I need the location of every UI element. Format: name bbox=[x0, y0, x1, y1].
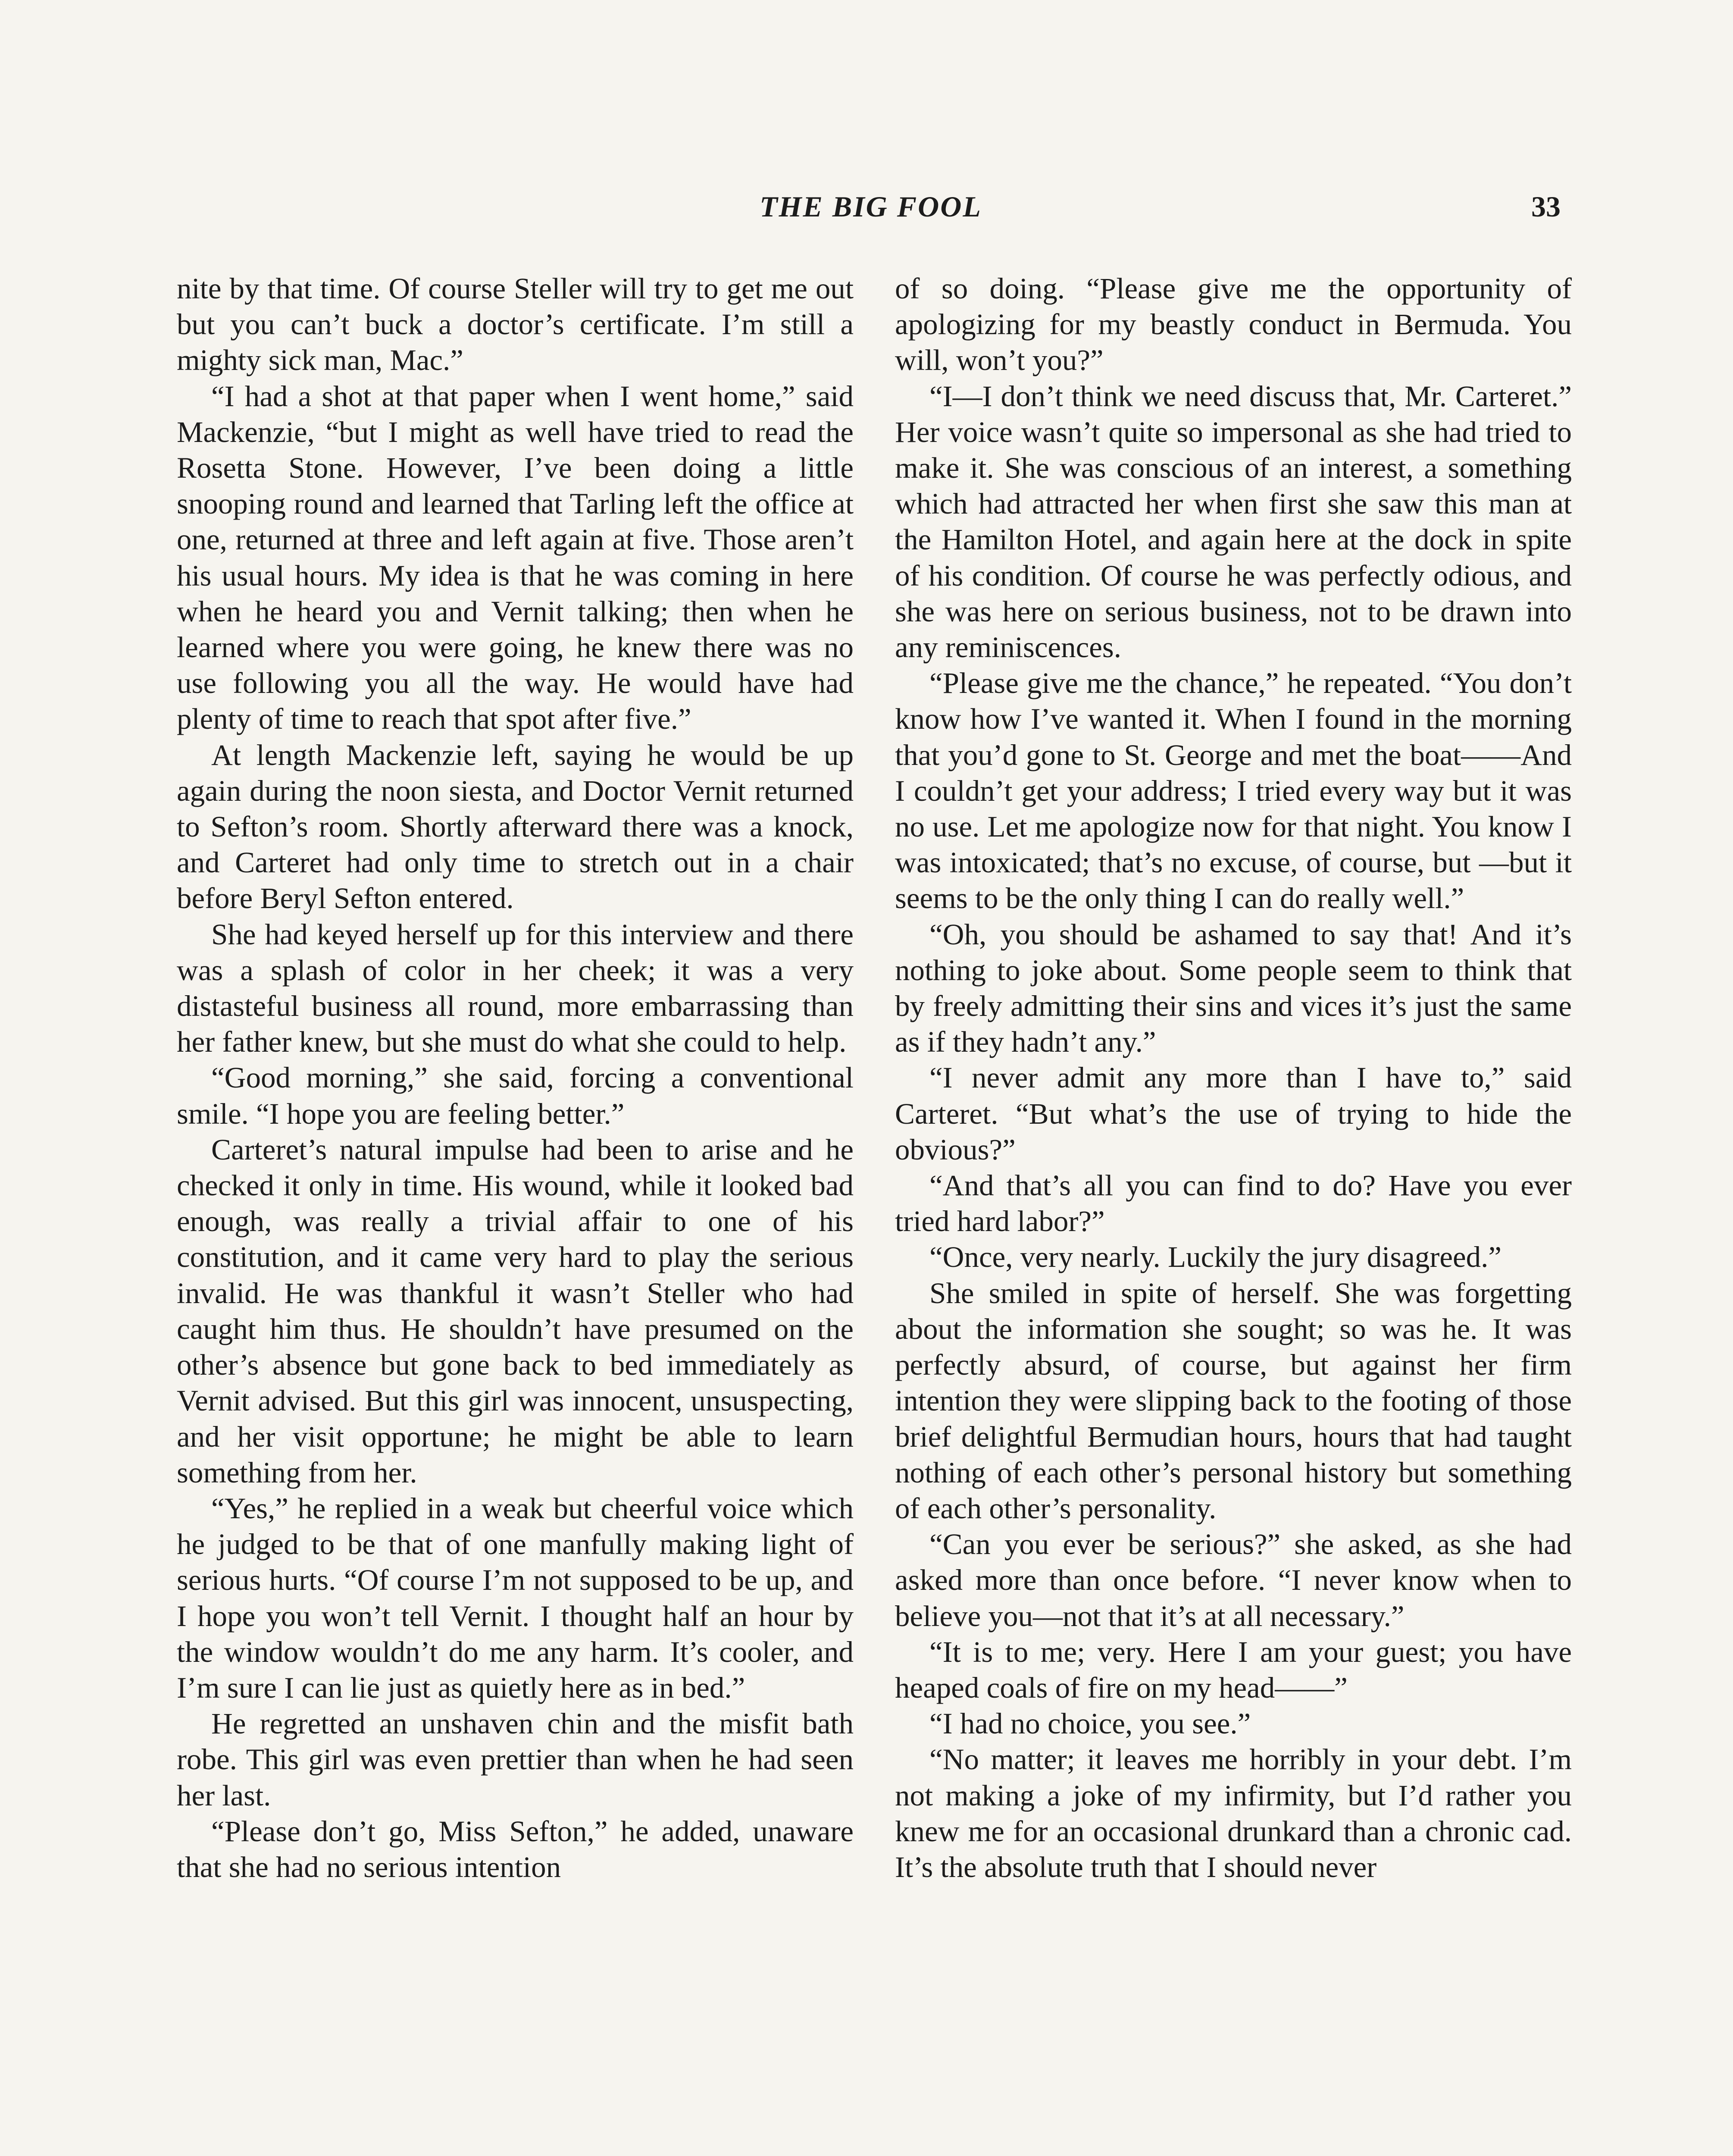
paragraph: “I—I don’t think we need discuss that, Mr. Carteret.” Her voice wasn’t quite so impersonal as she had tried to make it. She was conscious of an interest, a something which had attracted her when first she saw this man at the Hamilton Hotel, and again here at the dock in spite of his condition. Of course he was perfectly odious, and she was here on serious business, not to be drawn into any reminiscences. bbox=[895, 379, 1572, 664]
paragraph: “Yes,” he replied in a weak but cheerful voice which he judged to be that of one manfully making light of serious hurts. “Of course I’m not supposed to be up, and I hope you won’t tell Vernit. I thought half an hour by the window wouldn’t do me any harm. It’s cooler, and I’m sure I can lie just as quietly here as in bed.” bbox=[177, 1492, 854, 1704]
paragraph: “Good morning,” she said, forcing a conventional smile. “I hope you are feeling better.” bbox=[177, 1061, 854, 1130]
right-column bbox=[895, 271, 1572, 1885]
paragraph: He regretted an unshaven chin and the misfit bath robe. This girl was even prettier than when he had seen her last. bbox=[177, 1707, 854, 1812]
paragraph: nite by that time. Of course Steller will try to get me out but you can’t buck a doctor’s certificate. I’m still a mighty sick man, Mac.” bbox=[177, 272, 854, 377]
paragraph: “No matter; it leaves me horribly in your debt. I’m not making a joke of my infirmity, but I’d rather you knew me for an occasional drunkard than a chronic cad. It’s the absolute truth that I should never bbox=[895, 1743, 1572, 1883]
paragraph: “And that’s all you can find to do? Have you ever tried hard labor?” bbox=[895, 1169, 1572, 1238]
paragraph: “Please don’t go, Miss Sefton,” he added, unaware that she had no serious intention bbox=[177, 1814, 854, 1883]
paragraph: “Oh, you should be ashamed to say that! And it’s nothing to joke about. Some people seem to think that by freely admitting their sins and vices it’s just the same as if they hadn’t any.” bbox=[895, 918, 1572, 1059]
paragraph: “I had no choice, you see.” bbox=[929, 1707, 1251, 1740]
paragraph: She had keyed herself up for this interview and there was a splash of color in her cheek; it was a very distasteful business all round, more embarrassing than her father knew, but she must do what she could to help. bbox=[177, 918, 854, 1059]
paragraph: “It is to me; very. Here I am your guest; you have heaped coals of fire on my head——” bbox=[895, 1635, 1572, 1704]
paragraph: “I had a shot at that paper when I went home,” said Mackenzie, “but I might as well have tried to read the Rosetta Stone. However, I’ve been doing a little snooping round and learned that Tarling left the office at one, returned at three and left again at five. Those aren’t his usual hours. My idea is that he was coming in here when he heard you and Vernit talking; then when he learned where you were going, he knew there was no use following you all the way. He would have had plenty of time to reach that spot after five.” bbox=[177, 379, 854, 736]
running-title: THE BIG FOOL bbox=[760, 190, 982, 223]
left-column bbox=[177, 271, 854, 1885]
page-number: 33 bbox=[1531, 190, 1561, 223]
paragraph: “Please give me the chance,” he repeated. “You don’t know how I’ve wanted it. When I found in the morning that you’d gone to St. George and met the boat——And I couldn’t get your address; I tried every way but it was no use. Let me apologize now for that night. You know I was intoxicated; that’s no excuse, of course, but —but it seems to be the only thing I can do really well.” bbox=[895, 667, 1572, 915]
paragraph: At length Mackenzie left, saying he would be up again during the noon siesta, and Doctor Vernit returned to Sefton’s room. Shortly afterward there was a knock, and Carteret had only time to stretch out in a chair before Beryl Sefton entered. bbox=[177, 738, 854, 915]
paragraph: “I never admit any more than I have to,” said Carteret. “But what’s the use of trying to hide the obvious?” bbox=[895, 1061, 1572, 1166]
page-header bbox=[177, 190, 1565, 246]
paragraph: “Can you ever be serious?” she asked, as she had asked more than once before. “I never know when to believe you—not that it’s at all necessary.” bbox=[895, 1528, 1572, 1633]
paragraph: She smiled in spite of herself. She was forgetting about the information she sought; so was he. It was perfectly absurd, of course, but against her firm intention they were slipping back to the footing of those brief delightful Bermudian hours, hours that had taught nothing of each other’s personal history but something of each other’s personality. bbox=[895, 1276, 1572, 1525]
paragraph: “Once, very nearly. Luckily the jury disagreed.” bbox=[929, 1241, 1502, 1274]
paragraph: of so doing. “Please give me the opportunity of apologizing for my beastly conduct in Bermuda. You will, won’t you?” bbox=[895, 272, 1572, 377]
paragraph: Carteret’s natural impulse had been to arise and he checked it only in time. His wound, while it looked bad enough, was really a trivial affair to one of his constitution, and it came very hard to play the serious invalid. He was thankful it wasn’t Steller who had caught him thus. He shouldn’t have presumed on the other’s absence but gone back to bed immediately as Vernit advised. But this girl was innocent, unsuspecting, and her visit opportune; he might be able to learn something from her. bbox=[177, 1133, 854, 1489]
